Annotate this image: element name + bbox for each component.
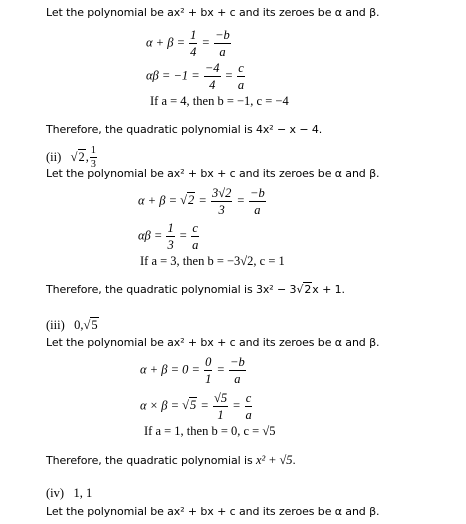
sqrt-symbol: √2 [70,149,85,164]
denominator: a [245,407,252,422]
result-line-1 [46,123,322,136]
fraction [204,356,212,385]
coefficients-line-1: If a = 4, then b = −1, c = −4 [150,94,289,108]
denominator: a [237,77,245,92]
sum-equation-2: α + β = √2 = $\frac{3√2}{3}$ = $\frac{-b}{a}$ [138,186,265,217]
part-iv-heading [46,486,92,501]
denominator: a [192,237,199,252]
sqrt-symbol: √5 [182,398,197,413]
denominator: 4 [190,44,197,59]
numerator: 3√2 [211,186,232,200]
numerator: 0 [205,355,212,369]
sum-lhs: α + β = 0 = [140,362,204,377]
sqrt-symbol: √5 [83,318,98,332]
numerator: −b [215,28,230,42]
numerator: −b [230,355,245,369]
numerator: √5 [213,391,228,405]
polynomial-result: 3x² − 3 [256,283,297,296]
part-label: (iv) [46,486,65,500]
sqrt-symbol: √2 [296,283,312,296]
radicand: 2 [304,283,312,296]
product-lhs: α × β = [140,398,183,413]
intro-text-4: Let the polynomial be ax² + bx + c and its zeroes be α and β. [46,505,380,518]
polynomial-result: x² + √5 [256,453,293,467]
numerator: 1 [167,221,174,235]
intro-text-2: Let the polynomial be ax² + bx + c and its zeroes be α and β. [46,167,380,180]
fraction [211,187,232,216]
part-ii-heading: (ii) √2, $\frac{1}{3}$ [46,145,96,170]
denominator: 3 [218,202,225,217]
fraction [237,62,245,91]
denominator: 3 [90,159,96,170]
radicand: 2 [188,193,195,208]
fraction [166,222,174,251]
numerator: −b [250,186,265,200]
fraction [214,29,231,58]
sum-equation-3: α + β = 0 = $\frac{0}{1}$ = $\frac{-b}{a}$ [140,355,245,386]
coefficients-line-3: If a = 1, then b = 0, c = √5 [144,424,276,438]
product-equation-2: αβ = $\frac{1}{3}$ = $\frac{c}{a}$ [138,221,199,252]
fraction [245,392,253,421]
fraction [189,29,197,58]
sum-equation-1: α + β = $\frac{1}{4}$ = $\frac{-b}{a}$ [146,28,230,59]
zero-value: 0, [74,318,84,332]
numerator: c [192,221,198,235]
part-label: (iii) [46,318,65,332]
numerator: 1 [90,145,96,156]
radicand: 5 [190,398,197,413]
coefficients-line-2: If a = 3, then b = −3√2, c = 1 [140,254,285,268]
sum-lhs: α + β = [138,193,181,208]
denominator: 1 [205,371,212,386]
fraction [229,356,246,385]
fraction [204,62,221,91]
polynomial-result: 4x² − x − 4. [256,123,323,136]
radicand: 5 [91,318,98,332]
intro-text-3: Let the polynomial be ax² + bx + c and its zeroes be α and β. [46,336,380,349]
result-line-3 [46,453,296,468]
fraction [191,222,199,251]
polynomial-result-tail: x + 1. [312,283,345,296]
denominator: 1 [217,407,224,422]
denominator: 3 [167,237,174,252]
denominator: 4 [209,77,216,92]
numerator: −4 [204,61,220,75]
numerator: 1 [190,28,197,42]
denominator: a [254,202,261,217]
zero-values: 1, 1 [73,486,93,500]
product-lhs: αβ = [138,228,166,243]
intro-text-1: Let the polynomial be ax² + bx + c and its zeroes be α and β. [46,6,380,19]
product-lhs: αβ = −1 = [146,68,203,83]
numerator: c [238,61,244,75]
radicand: 2 [78,149,85,164]
fraction [213,392,228,421]
denominator: a [219,44,226,59]
part-iii-heading [46,318,99,333]
sum-lhs: α + β = [146,35,189,50]
product-equation-3: α × β = √5 = $\frac{√5}{1}$ = $\frac{c}{a}$ [140,391,252,422]
result-line-2 [46,283,345,296]
therefore-text: Therefore, the quadratic polynomial is [46,454,253,467]
product-equation-1: αβ = −1 = $\frac{-4}{4}$ = $\frac{c}{a}$ [146,61,245,92]
part-label: (ii) [46,149,62,164]
fraction [249,187,266,216]
numerator: c [245,391,252,405]
therefore-text: Therefore, the quadratic polynomial is [46,123,253,136]
denominator: a [234,371,241,386]
polynomial-result-tail: . [292,454,296,467]
therefore-text: Therefore, the quadratic polynomial is [46,283,253,296]
sqrt-symbol: √2 [180,193,195,208]
